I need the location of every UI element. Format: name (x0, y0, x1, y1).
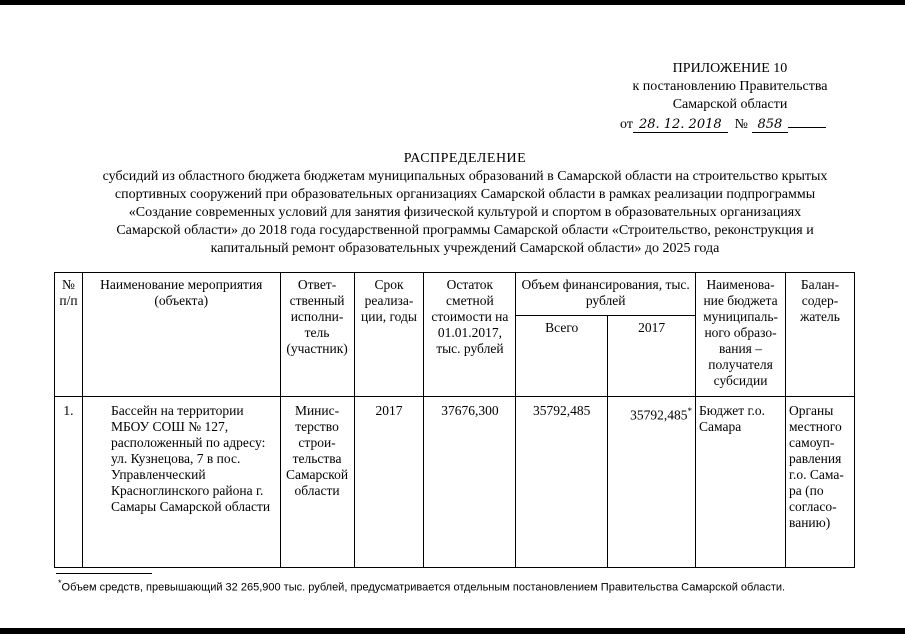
table-row (55, 397, 855, 568)
order-number: 858 (752, 117, 789, 133)
header-executor: Ответ-ственный исполни-тель (участник) (280, 273, 354, 397)
distribution-table (54, 272, 855, 568)
appendix-line-1: к постановлению Правительства (632, 79, 828, 94)
header-num: № п/п (55, 273, 83, 397)
appendix-order-line (600, 116, 860, 134)
header-total: Всего (516, 316, 608, 397)
heading-line-3: «Создание современных условий для занятия физической культурой и спортом в образовательных организациях (128, 205, 802, 220)
header-term: Срок реализа-ции, годы (354, 273, 424, 397)
row-year-cell (608, 397, 696, 568)
header-remainder: Остаток сметной стоимости на 01.01.2017, тыс. рублей (424, 273, 516, 397)
footnote-mark: * (58, 578, 62, 588)
document-heading (40, 150, 890, 258)
heading-line-2: спортивных сооружений при образовательных организациях Самарской области в рамках реализации подпрограммы (114, 187, 816, 202)
heading-line-1: субсидий из областного бюджета бюджетам муниципальных образований в Самарской области на строительство крытых (102, 169, 828, 184)
order-date: 28. 12. 2018 (633, 117, 728, 133)
row-footnote-mark: * (687, 406, 693, 416)
row-name: Бассейн на территории МБОУ СОШ № 127, расположенный по адресу: ул. Кузнецова, 7 в пос. Управленческий Красноглинского района г. Самары Самарской области (82, 397, 280, 568)
from-label: от (620, 117, 633, 132)
bottom-border-line (0, 628, 905, 634)
number-underline (788, 127, 826, 128)
row-remainder: 37676,300 (424, 397, 516, 568)
appendix-title: ПРИЛОЖЕНИЕ 10 (672, 61, 788, 76)
row-year-value: 35792,485 (630, 407, 688, 423)
header-budget: Наименова-ние бюджета муниципаль-ного образо-вания – получателя субсидии (696, 273, 786, 397)
header-year: 2017 (608, 316, 696, 397)
row-num: 1. (55, 397, 83, 568)
number-label: № (734, 117, 748, 132)
heading-line-5: капитальный ремонт образовательных учреждений Самарской области» до 2025 года (210, 241, 720, 256)
top-border-line (0, 0, 905, 5)
header-financing: Объем финансирования, тыс. рублей (516, 273, 696, 316)
document-title: РАСПРЕДЕЛЕНИЕ (403, 151, 527, 166)
header-name: Наименование мероприятия (объекта) (82, 273, 280, 397)
footnote (58, 578, 898, 594)
row-total: 35792,485 (516, 397, 608, 568)
header-holder: Балан-содер-жатель (786, 273, 855, 397)
footnote-text: Объем средств, превышающий 32 265,900 тыс. рублей, предусматривается отдельным постановлением Правительства Самарской области. (61, 581, 786, 594)
appendix-line-2: Самарской области (672, 97, 788, 112)
row-executor: Минис-терство строи-тельства Самарской области (280, 397, 354, 568)
row-term: 2017 (354, 397, 424, 568)
row-holder: Органы местного самоуп-равления г.о. Сама-ра (по согласо-ванию) (786, 397, 855, 568)
footnote-divider (56, 573, 152, 574)
appendix-block (600, 60, 860, 134)
heading-line-4: Самарской области» до 2018 года государственной программы Самарской области «Строительство, реконструкция и (116, 223, 814, 238)
row-budget: Бюджет г.о. Самара (696, 397, 786, 568)
